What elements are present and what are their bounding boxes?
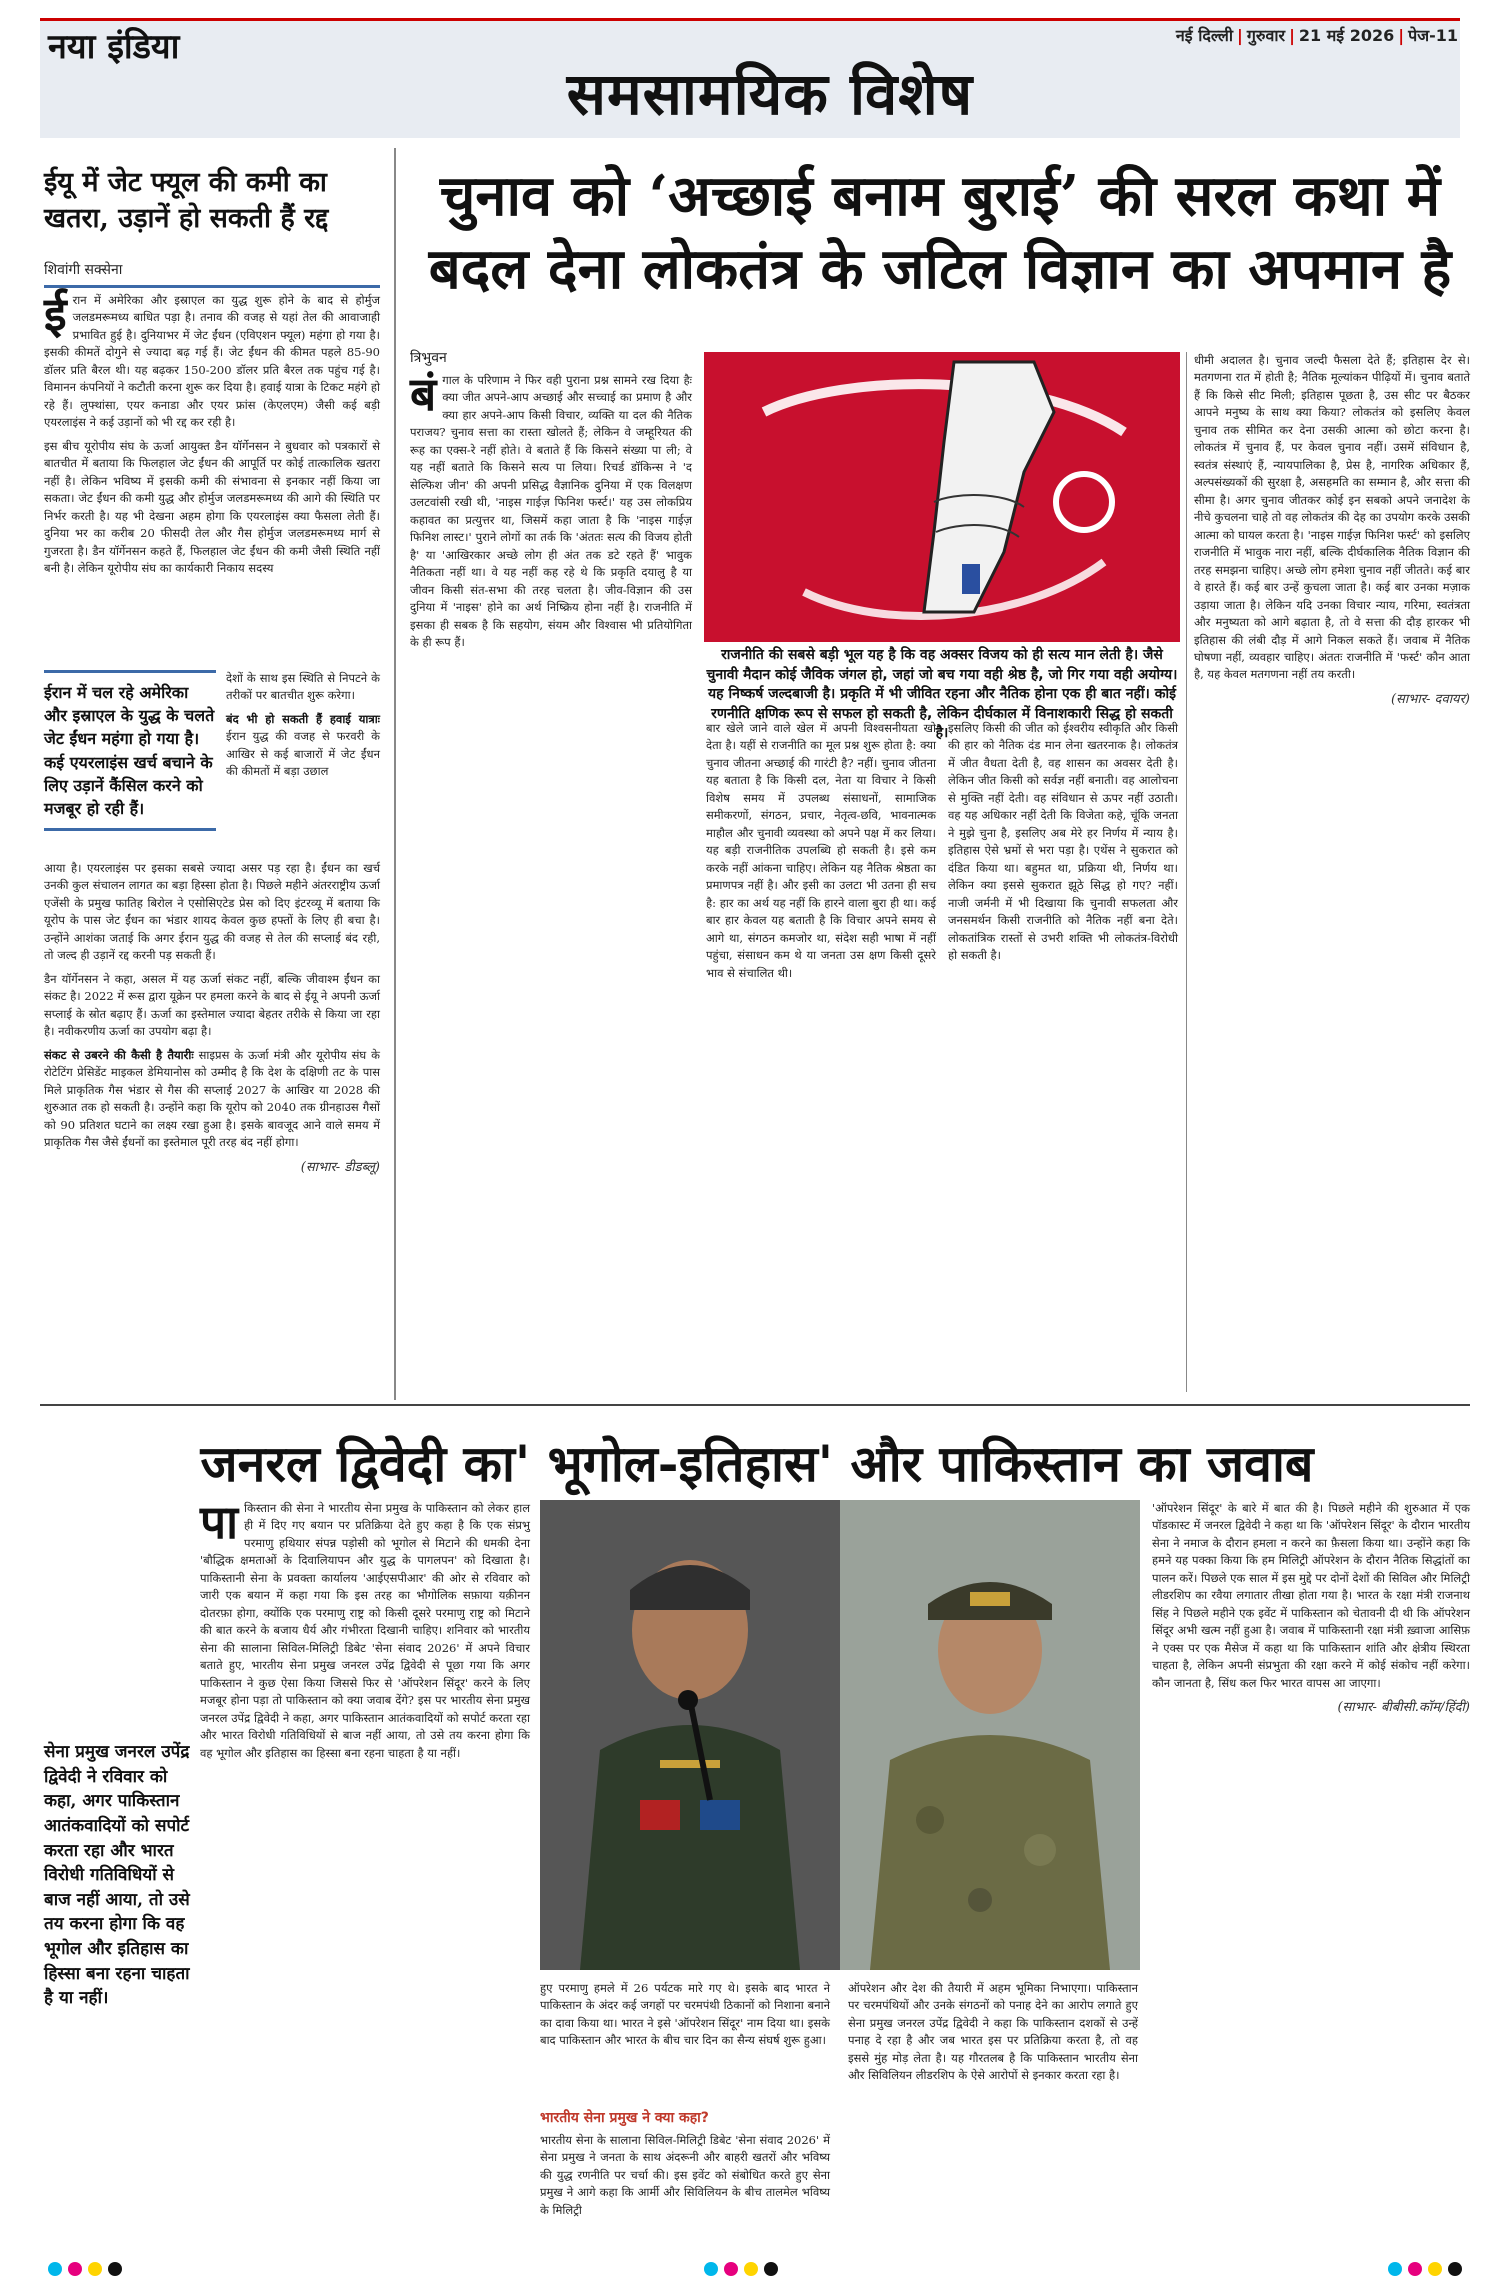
dateline-date: 21 मई 2026 bbox=[1298, 26, 1395, 45]
page-title: समसामयिक विशेष bbox=[566, 60, 974, 128]
main-story-headline: चुनाव को ‘अच्छाई बनाम बुराई’ की सरल कथा में बदल देना लोकतंत्र के जटिल विज्ञान का अपमान है bbox=[428, 163, 1452, 302]
paragraph: भारतीय सेना के सालाना सिविल-मिलिट्री डिबेट 'सेना संवाद 2026' में सेना प्रमुख ने जनता के साथ अंदरूनी और बाहरी खतरों और भविष्य की युद्ध रणनीति पर चर्चा की। इस इवेंट को संबोधित करते हुए सेना प्रमुख ने आगे कहा कि आर्मी और सिविलियन के बीच तालमेल भविष्य के मिलिट्री bbox=[540, 2133, 830, 2217]
paragraph: देशों के साथ इस स्थिति से निपटने के तरीकों पर बातचीत शुरू करेगा। bbox=[226, 671, 380, 703]
left-story-pull-quote: ईरान में चल रहे अमेरिका और इस्राएल के युद्ध के चलते जेट ईंधन महंगा हो गया है। कई एयरलाइंस खर्च बचाने के लिए उड़ानें कैंसिल करने को मजबूर हो रही हैं। bbox=[44, 670, 216, 831]
second-story-column-2 bbox=[540, 1980, 830, 2056]
paragraph: इस बीच यूरोपीय संघ के ऊर्जा आयुक्त डैन यॉर्गेनसन ने बुधवार को पत्रकारों से बातचीत में बताया कि फिलहाल जेट ईंधन की आपूर्ति पर कोई तात्कालिक खतरा नहीं है। लेकिन भविष्य में इसकी कमी की संभावना से इनकार नहीं किया जा सकता। जेट ईंधन की कमी युद्ध और होर्मुज जलडमरूमध्य की आगे की स्थिति पर निर्भर करती है। यह भी देखना अहम होगा कि एयरलाइंस क्या फैसला लेती हैं। दुनिया भर का करीब 20 फीसदी तेल और गैस होर्मुज जलडमरूमध्य मार्ग से गुजरता है। डैन यॉर्गेनसन कहते हैं, फिलहाल जेट ईंधन की कमी जैसी स्थिति नहीं बनी है। लेकिन यूरोपीय संघ का कार्यकारी निकाय सदस्य bbox=[44, 438, 380, 576]
main-story-illustration bbox=[704, 352, 1180, 642]
paragraph: आया है। एयरलाइंस पर इसका सबसे ज्यादा असर पड़ रहा है। ईंधन का खर्च उनकी कुल संचालन लागत का बड़ा हिस्सा होता है। पिछले महीने अंतरराष्ट्रीय ऊर्जा एजेंसी के प्रमुख फातिह बिरोल ने एसोसिएटेड प्रेस को दिए इंटरव्यू में बताया कि यूरोप के पास जेट ईंधन का भंडार शायद केवल कुछ हफ्तों के लिए ही बचा है। उन्होंने आशंका जताई कि अगर ईरान युद्ध की वजह से तेल की सप्लाई बंद रही, तो जल्द ही उड़ानें रद्द करनी पड़ सकती हैं। bbox=[44, 861, 380, 963]
paragraph: हुए परमाणु हमले में 26 पर्यटक मारे गए थे। इसके बाद भारत ने पाकिस्तान के अंदर कई जगहों पर चरमपंथी ठिकानों को निशाना बनाने का दावा किया था। भारत ने इसे 'ऑपरेशन सिंदूर' नाम दिया था। इसके बाद पाकिस्तान और भारत के बीच चार दिन का सैन्य संघर्ष शुरू हुआ। bbox=[540, 1981, 830, 2048]
second-story-column-2b bbox=[540, 2132, 830, 2225]
paragraph: धीमी अदालत है। चुनाव जल्दी फैसला देते हैं; इतिहास देर से। मतगणना रात में होती है; नैतिक मूल्यांकन पीढ़ियों में। चुनाव बताते हैं कि किसे सीट मिली; इतिहास पूछता है, उस सीट पर बैठकर आपने मनुष्य के साथ क्या किया? लोकतंत्र को इसलिए केवल चुनाव तक सीमित कर देना उसकी आत्मा को छोटा करना है। लोकतंत्र में चुनाव हैं, पर केवल चुनाव नहीं। उसमें संविधान है, स्वतंत्र संस्थाएं हैं, न्यायपालिका है, प्रेस है, नागरिक अधिकार हैं, अल्पसंख्यकों की सुरक्षा है, असहमति का सम्मान है, और सत्ता की सीमा है। अगर चुनाव जीतकर कोई इन सबको अपने जनादेश के नीचे कुचलना चाहे तो वह लोकतंत्र की देह का उपयोग करके उसकी आत्मा को घायल करता है। 'नाइस गाईज़ फिनिश फर्स्ट' को इसलिए राजनीति में भावुक नारा नहीं, बल्कि दीर्घकालिक नैतिक विज्ञान की तरह समझना चाहिए। अच्छे लोग हमेशा चुनाव नहीं जीतते। कई बार वे हारते हैं। कई बार उन्हें कुचला जाता है। कई बार उनका मज़ाक उड़ाया जाता है। लेकिन यदि उनका विचार न्याय, गरिमा, स्वतंत्रता और मनुष्यता को आगे बढ़ाता है, तो वे सत्ता की दौड़ हारकर भी इतिहास की लंबी दौड़ में आगे निकल सकते हैं। जवाब में नैतिक घोषणा नहीं, व्यवहार चाहिए। अंततः राजनीति में 'फर्स्ट' कौन आता है, यह केवल मतगणना नहीं तय करती। bbox=[1194, 353, 1470, 682]
main-story-column-2 bbox=[706, 720, 936, 988]
dateline-day: गुरुवार bbox=[1246, 26, 1286, 45]
black-dot bbox=[1448, 2262, 1462, 2276]
paragraph: ईरान युद्ध की वजह से फरवरी के आखिर से कई बाजारों में जेट ईंधन की कीमतों में बड़ा उछाल bbox=[226, 729, 380, 779]
paragraph: इसलिए किसी की जीत को ईश्वरीय स्वीकृति और किसी की हार को नैतिक दंड मान लेना खतरनाक है। लोकतंत्र में जीत वैधता देती है, वह शासन का अवसर देती है। लेकिन जीत किसी को सर्वज्ञ नहीं बनाती। वह आलोचना से मुक्ति नहीं देती। वह संविधान से ऊपर नहीं उठाती। वह यह अधिकार नहीं देती कि विजेता कहे, चूंकि जनता ने मुझे चुना है, इसलिए अब मेरे हर निर्णय में न्याय है। इतिहास ऐसे भ्रमों से भरा पड़ा है। एथेंस ने सुकरात को दंडित किया था। बहुमत था, प्रक्रिया थी, निर्णय था। लेकिन क्या इससे सुकरात झूठे सिद्ध हो गए? नहीं। नाजी जर्मनी में भी दिखाया कि चुनावी सफलता और जनसमर्थन किसी राजनीति को नैतिक नहीं बना देते। लोकतांत्रिक रास्तों से उभरी शक्ति भी लोकतंत्र-विरोधी हो सकती है। bbox=[948, 721, 1178, 963]
main-story-column-3 bbox=[948, 720, 1178, 971]
left-story-headline: ईयू में जेट फ्यूल की कमी का खतरा, उड़ानें हो सकती हैं रद्द bbox=[44, 167, 329, 235]
magenta-dot bbox=[68, 2262, 82, 2276]
source-credit: (साभार- बीबीसी.कॉम/हिंदी) bbox=[1337, 1700, 1470, 1716]
second-story-column-1 bbox=[200, 1495, 530, 1768]
masthead-logo: नया इंडिया bbox=[48, 27, 180, 67]
cyan-dot bbox=[1388, 2262, 1402, 2276]
left-story-side-column bbox=[226, 670, 380, 787]
paragraph: रान में अमेरिका और इस्राएल का युद्ध शुरू होने के बाद से होर्मुज जलडमरूमध्य बाधित पड़ा है। तनाव की वजह से यहां तेल की आवाजाही प्रभावित हुई है। दुनियाभर में जेट ईंधन (एविएशन फ्यूल) महंगा हो गया है। इसकी कीमतें दोगुने से ज्यादा बढ़ गई हैं। जेट ईंधन की कीमत पहले 85-90 डॉलर प्रति बैरल थी। यह बढ़कर 150-200 डॉलर प्रति बैरल तक पहुंच गई है। विमानन कंपनियों ने कटौती करना शुरू कर दिया है। हवाई यात्रा के टिकट महंगे हो रहे हैं। लुफ्थांसा, एयर कनाडा और एयर फ्रांस (केएलएम) जैसी कई बड़ी एयरलाइंस ने कई उड़ानों को भी रद्द कर रही है। bbox=[44, 293, 380, 430]
paragraph: गाल के परिणाम ने फिर वही पुराना प्रश्न सामने रख दिया हैः क्या जीत अपने-आप अच्छाई और सच्चाई का प्रमाण है और क्या हार अपने-आप किसी विचार, व्यक्ति या दल की नैतिक पराजय? चुनाव सत्ता का रास्ता खोलते हैं; लेकिन वे जम्हूरियत की रूह का एक्स-रे नहीं होते। वे बताते हैं कि किसने संख्या पा ली; वे यह नहीं बताते कि किसने सत्य पा लिया। रिचर्ड डॉकिन्स ने 'द सेल्फिश जीन' की अपनी प्रसिद्ध वैज्ञानिक दुनिया में एक विलक्षण उलटवांसी रखी थी, 'नाइस गाईज़ फिनिश फर्स्ट।' यह उस लोकप्रिय कहावत का प्रत्युत्तर था, जिसमें कहा जाता है कि 'नाइस गाईज़ फिनिश लास्ट।' पुराने लोगों का तर्क कि 'अंततः सत्य की विजय होती है' या 'आखिरकार अच्छे लोग ही अंत तक डटे रहते हैं' भावुक नैतिकता नहीं था। वे यह नहीं कह रहे थे कि प्रकृति दयालु है या जीवन किसी संत-सभा की तरह चलता है। जीव-विज्ञान की उस दुनिया में 'नाइस' होने का अर्थ निष्क्रिय होना नहीं है। राजनीति में इसका ही सबक है कि सहयोग, संयम और विश्वास भी प्रतियोगिता के ही रूप हैं। bbox=[410, 373, 692, 650]
main-story-caption: राजनीति की सबसे बड़ी भूल यह है कि वह अक्सर विजय को ही सत्य मान लेती है। जैसे चुनावी मैदान कोई जैविक जंगल हो, जहां जो बच गया वही श्रेष्ठ है, जो गिर गया वही अयोग्य। यह निष्कर्ष जल्दबाजी है। प्रकृति में भी जीवित रहना और नैतिक होना एक ही बात नहीं। कोई रणनीति क्षणिक रूप से सफल हो सकती है, लेकिन दीर्घकाल में विनाशकारी सिद्ध हो सकती है। bbox=[706, 647, 1178, 742]
yellow-dot bbox=[1428, 2262, 1442, 2276]
main-story-column-1 bbox=[410, 367, 692, 658]
paragraph: 'ऑपरेशन सिंदूर' के बारे में बात की है। पिछले महीने की शुरुआत में एक पॉडकास्ट में जनरल द्विवेदी ने कहा था कि 'ऑपरेशन सिंदूर' के दौरान भारतीय सेना ने नमाज के दौरान हमला न करने का फ़ैसला किया था। उन्होंने कहा कि हमने यह पक्का किया कि हम मिलिट्री ऑपरेशन के दौरान नैतिक सिद्धांतों का पालन करें। पिछले एक साल में इस मुद्दे पर दोनों देशों की सिविल और मिलिट्री लीडरशिप का रवैया लगातार तीखा होता गया है। भारत के रक्षा मंत्री राजनाथ सिंह ने पिछले महीने एक इवेंट में पाकिस्तान को चेतावनी दी थी कि ऑपरेशन सिंदूर अभी खत्म नहीं हुआ है। जवाब में पाकिस्तानी रक्षा मंत्री ख़्वाजा आसिफ़ ने एक्स पर एक मैसेज में कहा था कि पाकिस्तान शांति और क्षेत्रीय स्थिरता चाहता है, लेकिन अपनी संप्रभुता की रक्षा करने में कोई संकोच नहीं करेगा। कौन जानता है, सिंध कल फिर भारत वापस आ जाएगा। bbox=[1152, 1501, 1470, 1690]
paragraph: डैन यॉर्गेनसन ने कहा, असल में यह ऊर्जा संकट नहीं, बल्कि जीवाश्म ईंधन का संकट है। 2022 में रूस द्वारा यूक्रेन पर हमला करने के बाद से ईयू ने अपनी ऊर्जा सप्लाई के स्रोत बढ़ाए हैं। ऊर्जा का इस्तेमाल ज्यादा बेहतर तरीके से किया जा रहा है। नवीकरणीय ऊर्जा का उपयोग बढ़ा है। bbox=[44, 971, 380, 1039]
general-photo-pakistan bbox=[840, 1500, 1140, 1970]
dateline: नई दिल्ली | गुरुवार | 21 मई 2026 | पेज-11 bbox=[1175, 26, 1458, 45]
source-credit: (साभार- दवायर) bbox=[1390, 691, 1470, 707]
subhead: बंद भी हो सकती हैं हवाई यात्राः bbox=[226, 711, 380, 726]
column-rule bbox=[1186, 352, 1187, 1392]
pakistan-general-photo bbox=[840, 1500, 1140, 1970]
second-story-pull-quote: सेना प्रमुख जनरल उपेंद्र द्विवेदी ने रविवार को कहा, अगर पाकिस्तान आतंकवादियों को सपोर्ट करता रहा और भारत विरोधी गतिविधियों से बाज नहीं आया, तो उसे तय करना होगा कि वह भूगोल और इतिहास का हिस्सा बना रहना चाहता है या नहीं। bbox=[44, 1742, 190, 2009]
section-divider bbox=[40, 1404, 1470, 1406]
main-story-byline: त्रिभुवन bbox=[410, 350, 447, 366]
left-story-byline: शिवांगी सक्सेना bbox=[44, 260, 380, 288]
column-rule bbox=[394, 148, 396, 1400]
subhead: संकट से उबरने की कैसी है तैयारीः bbox=[44, 1047, 194, 1062]
magenta-dot bbox=[1408, 2262, 1422, 2276]
cyan-dot bbox=[48, 2262, 62, 2276]
second-story-subhead: भारतीय सेना प्रमुख ने क्या कहा? bbox=[540, 2110, 709, 2126]
dateline-page: पेज-11 bbox=[1408, 26, 1458, 45]
second-story-column-3 bbox=[848, 1980, 1138, 2091]
paragraph: बार खेले जाने वाले खेल में अपनी विश्वसनीयता खो देता है। यहीं से राजनीति का मूल प्रश्न शुरू होता है: क्या चुनाव जीतना अच्छाई की गारंटी है? नहीं। चुनाव जीतना यह बताता है कि किसी दल, नेता या विचार ने किसी विशेष समय में उपलब्ध संसाधनों, सामाजिक समीकरणों, संगठन, प्रचार, नेतृत्व-छवि, भावनात्मक माहौल और चुनावी व्यवस्था को अपने पक्ष में कर लिया। यह बड़ी राजनीतिक उपलब्धि हो सकती है। इसे कम करके नहीं आंकना चाहिए। लेकिन यह नैतिक श्रेष्ठता का प्रमाणपत्र नहीं है। और इसी का उलटा भी उतना ही सच है: हार का अर्थ यह नहीं कि हारने वाला बुरा ही था। कई बार हार केवल यह बताती है कि विचार अपने समय से आगे था, संगठन कमजोर था, संदेश सही भाषा में नहीं पहुंचा, संसाधन कम थे या जनता उस क्षण किसी दूसरे भाव से संचालित थी। bbox=[706, 721, 936, 980]
cyan-dot bbox=[704, 2262, 718, 2276]
source-credit: (साभार- डीडब्लू) bbox=[300, 1159, 380, 1175]
dropcap: ई bbox=[44, 287, 67, 341]
paragraph: ऑपरेशन और देश की तैयारी में अहम भूमिका निभाएगा। पाकिस्तान पर चरमपंथियों और उनके संगठनों को पनाह देने का आरोप लगाते हुए सेना प्रमुख जनरल उपेंद्र द्विवेदी ने कहा कि पाकिस्तान दशकों से उन्हें पनाह दे रहा है और जब भारत इस पर प्रतिक्रिया करता है, तो वह इससे मुंह मोड़ लेता है। यह गौरतलब है कि पाकिस्तान भारतीय सेना और सिविलियन लीडरशिप के ऐसे आरोपों से इनकार करता रहा है। bbox=[848, 1981, 1138, 2083]
left-story-body-top bbox=[44, 287, 380, 584]
magenta-dot bbox=[724, 2262, 738, 2276]
black-dot bbox=[764, 2262, 778, 2276]
second-story-headline: जनरल द्विवेदी का' भूगोल-इतिहास' और पाकिस्तान का जवाब bbox=[200, 1434, 1314, 1493]
registration-dots-right bbox=[1388, 2262, 1462, 2276]
dateline-city: नई दिल्ली bbox=[1175, 26, 1234, 45]
fist-ballot-illustration bbox=[704, 352, 1180, 642]
general-photo-india bbox=[540, 1500, 840, 1970]
yellow-dot bbox=[88, 2262, 102, 2276]
paragraph: किस्तान की सेना ने भारतीय सेना प्रमुख के पाकिस्तान को लेकर हाल ही में दिए गए बयान पर प्रतिक्रिया देते हुए कहा है कि एक संप्रभु परमाणु हथियार संपन्न पड़ोसी को भूगोल से मिटाने की धमकी देना 'बौद्धिक क्षमताओं के दिवालियापन और युद्ध के पागलपन' को दिखाता है। पाकिस्तानी सेना के प्रवक्ता कार्यालय 'आईएसपीआर' की ओर से रविवार को जारी एक बयान में कहा गया कि इस तरह का भौगोलिक सफ़ाया यक़ीनन दोतरफ़ा होगा, क्योंकि एक परमाणु राष्ट्र को किसी दूसरे परमाणु राष्ट्र को मिटाने की बात करने के बजाय धैर्य और गंभीरता दिखानी चाहिए। शनिवार को भारतीय सेना की सालाना सिविल-मिलिट्री डिबेट 'सेना संवाद 2026' में अपने विचार बताते हुए, भारतीय सेना प्रमुख जनरल उपेंद्र द्विवेदी से पूछा गया कि अगर पाकिस्तान ने कुछ ऐसा किया जिससे फिर से 'ऑपरेशन सिंदूर' करने के लिए मजबूर होना पड़ा तो पाकिस्तान को क्या जवाब देंगे? इस पर भारतीय सेना प्रमुख जनरल उपेंद्र द्विवेदी ने कहा, अगर पाकिस्तान आतंकवादियों को सपोर्ट करता रहा और भारत विरोधी गतिविधियों से बाज नहीं आया, तो उसे तय करना होगा कि वह भूगोल और इतिहास का हिस्सा बना रहना चाहता है या नहीं। bbox=[200, 1501, 530, 1760]
main-story-column-4 bbox=[1194, 352, 1470, 716]
dropcap: पा bbox=[200, 1495, 239, 1549]
registration-dots-left bbox=[48, 2262, 122, 2276]
second-story-column-4 bbox=[1152, 1500, 1470, 1724]
dropcap: बं bbox=[410, 367, 437, 421]
left-story-body-bottom bbox=[44, 860, 380, 1183]
yellow-dot bbox=[744, 2262, 758, 2276]
black-dot bbox=[108, 2262, 122, 2276]
registration-dots-center bbox=[704, 2262, 778, 2276]
army-chief-photo bbox=[540, 1500, 840, 1970]
paragraph: साइप्रस के ऊर्जा मंत्री और यूरोपीय संघ के रोटेटिंग प्रेसिडेंट माइकल डेमियानोस को उम्मीद है कि देश के दक्षिणी तट के पास मिले प्राकृतिक गैस भंडार से गैस की सप्लाई 2027 के आखिर या 2028 की शुरुआत तक हो सकती है। उन्होंने कहा कि यूरोप को 2040 तक ग्रीनहाउस गैसों को 90 प्रतिशत घटाने का लक्ष्य रखा हुआ है। इसके बावजूद आने वाले समय में प्राकृतिक गैस जैसे ईंधनों का इस्तेमाल पूरी तरह बंद नहीं होगा। bbox=[44, 1047, 380, 1150]
